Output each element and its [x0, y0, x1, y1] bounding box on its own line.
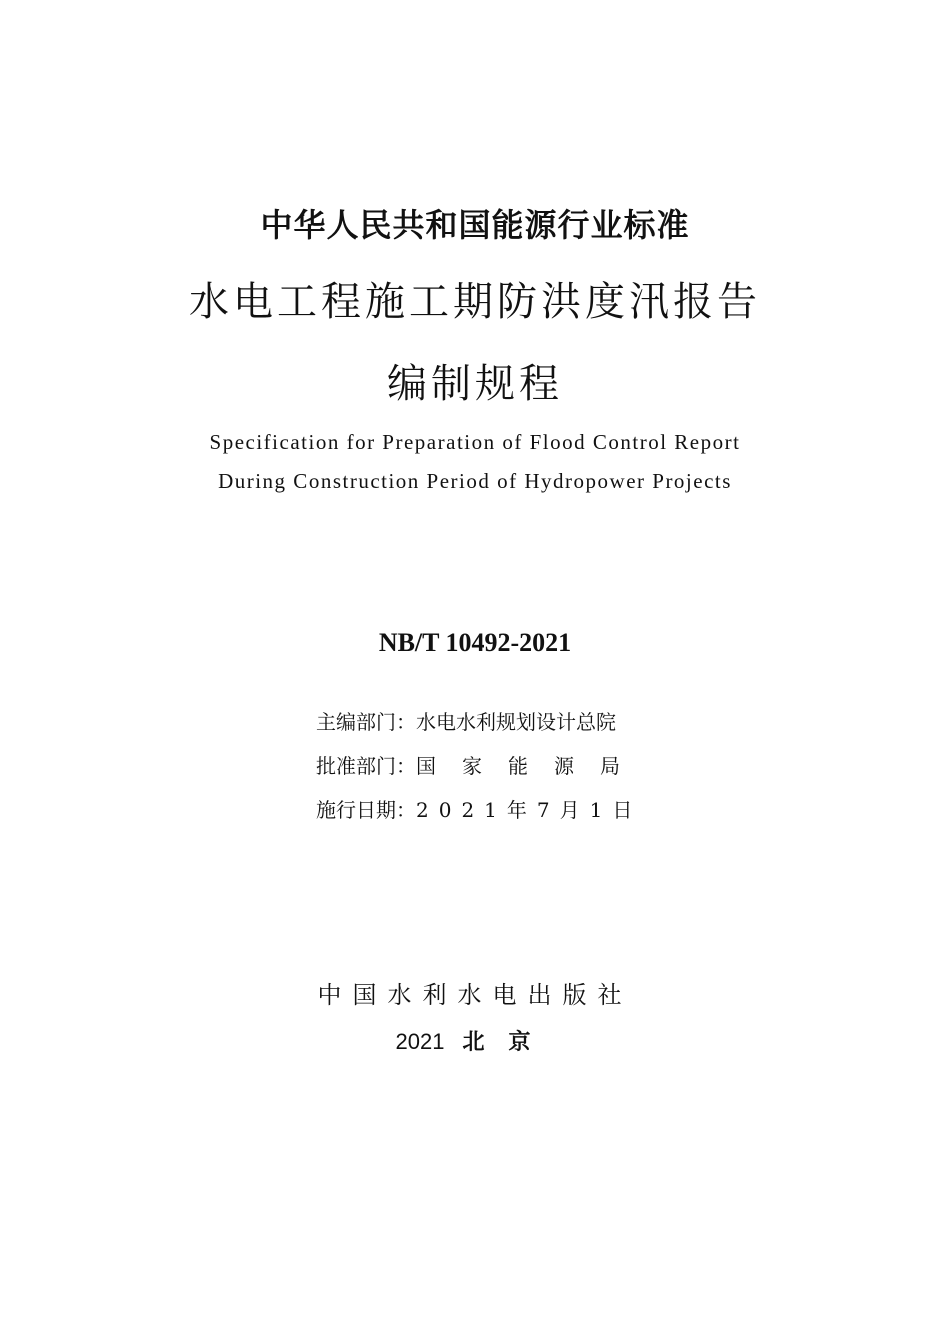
approver-row [316, 750, 646, 779]
chief-editor-value: 水电水利规划设计总院 [416, 710, 616, 734]
standard-code: NB/T 10492-2021 [378, 628, 572, 657]
approver-label: 批准部门： [316, 754, 416, 778]
english-title-line1: Specification for Preparation of Flood Control Report [209, 430, 741, 454]
publisher: 中国水利水电出版社 [317, 981, 633, 1009]
chief-editor-label: 主编部门： [316, 710, 416, 734]
document-title-line2: 编制规程 [387, 361, 563, 407]
effective-date-label: 施行日期： [316, 798, 416, 822]
publish-city: 北京 [462, 1030, 555, 1055]
english-title-line2: During Construction Period of Hydropower Projects [218, 469, 732, 493]
effective-date-row [316, 794, 642, 823]
document-title-line1: 水电工程施工期防洪度汛报告 [189, 279, 761, 325]
publish-year: 2021 [395, 1029, 445, 1054]
standard-category: 中华人民共和国能源行业标准 [260, 206, 690, 244]
approver-value: 国家能源局 [416, 754, 646, 778]
effective-date-value: 2021年7月1日 [416, 798, 643, 822]
chief-editor-row [316, 706, 616, 735]
publication-line [0, 1025, 950, 1056]
